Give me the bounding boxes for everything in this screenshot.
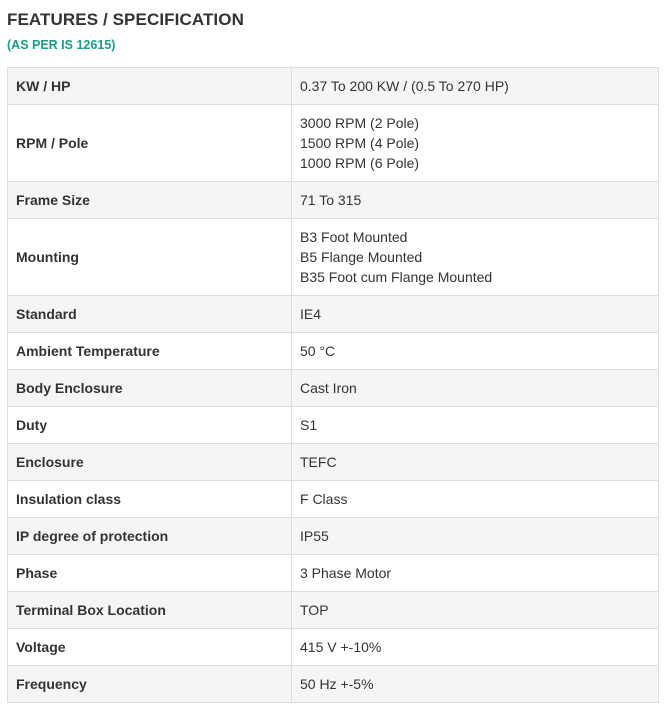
spec-value [292,444,659,481]
spec-row [8,296,659,333]
spec-row [8,629,659,666]
spec-label: Body Enclosure [8,370,292,407]
spec-value [292,481,659,518]
spec-label: RPM / Pole [8,105,292,182]
spec-row [8,105,659,182]
spec-label: IP degree of protection [8,518,292,555]
spec-label: Enclosure [8,444,292,481]
spec-value [292,518,659,555]
spec-label: Standard [8,296,292,333]
spec-value-line: F Class [300,491,348,507]
spec-value-line: Cast Iron [300,380,357,396]
spec-row [8,555,659,592]
spec-value [292,592,659,629]
spec-table-body [8,68,659,703]
spec-value-line: B3 Foot Mounted [300,229,408,245]
spec-label: KW / HP [8,68,292,105]
spec-label: Mounting [8,219,292,296]
spec-row [8,592,659,629]
spec-row [8,481,659,518]
spec-row [8,518,659,555]
spec-label: Duty [8,407,292,444]
spec-value [292,182,659,219]
spec-value [292,105,659,182]
spec-label: Voltage [8,629,292,666]
spec-value-line: 71 To 315 [300,192,362,208]
spec-row [8,333,659,370]
spec-value [292,219,659,296]
spec-label: Insulation class [8,481,292,518]
spec-table [7,67,659,703]
spec-row [8,68,659,105]
spec-value [292,407,659,444]
spec-value-line: 415 V +-10% [300,639,382,655]
spec-label: Frequency [8,666,292,703]
spec-value [292,370,659,407]
spec-value [292,666,659,703]
spec-value-line: 50 °C [300,343,336,359]
spec-value [292,333,659,370]
spec-value-line: S1 [300,417,318,433]
spec-label: Ambient Temperature [8,333,292,370]
section-title: FEATURES / SPECIFICATION [7,10,244,29]
spec-value-line: B5 Flange Mounted [300,249,423,265]
spec-value [292,68,659,105]
spec-value-line: IP55 [300,528,329,544]
spec-value-line: TOP [300,602,329,618]
spec-row [8,182,659,219]
spec-value-line: B35 Foot cum Flange Mounted [300,269,493,285]
spec-value [292,555,659,592]
spec-label: Frame Size [8,182,292,219]
spec-row [8,666,659,703]
spec-label: Terminal Box Location [8,592,292,629]
spec-value [292,296,659,333]
spec-value [292,629,659,666]
spec-value-line: 3 Phase Motor [300,565,392,581]
spec-row [8,370,659,407]
spec-value-line: 1500 RPM (4 Pole) [300,135,420,151]
spec-value-line: 50 Hz +-5% [300,676,374,692]
spec-value-line: TEFC [300,454,337,470]
spec-row [8,219,659,296]
spec-label: Phase [8,555,292,592]
spec-row [8,407,659,444]
spec-value-line: 1000 RPM (6 Pole) [300,155,420,171]
spec-value-line: IE4 [300,306,322,322]
spec-value-line: 0.37 To 200 KW / (0.5 To 270 HP) [300,78,509,94]
spec-row [8,444,659,481]
section-subtitle: (AS PER IS 12615) [7,38,116,52]
spec-value-line: 3000 RPM (2 Pole) [300,115,420,131]
